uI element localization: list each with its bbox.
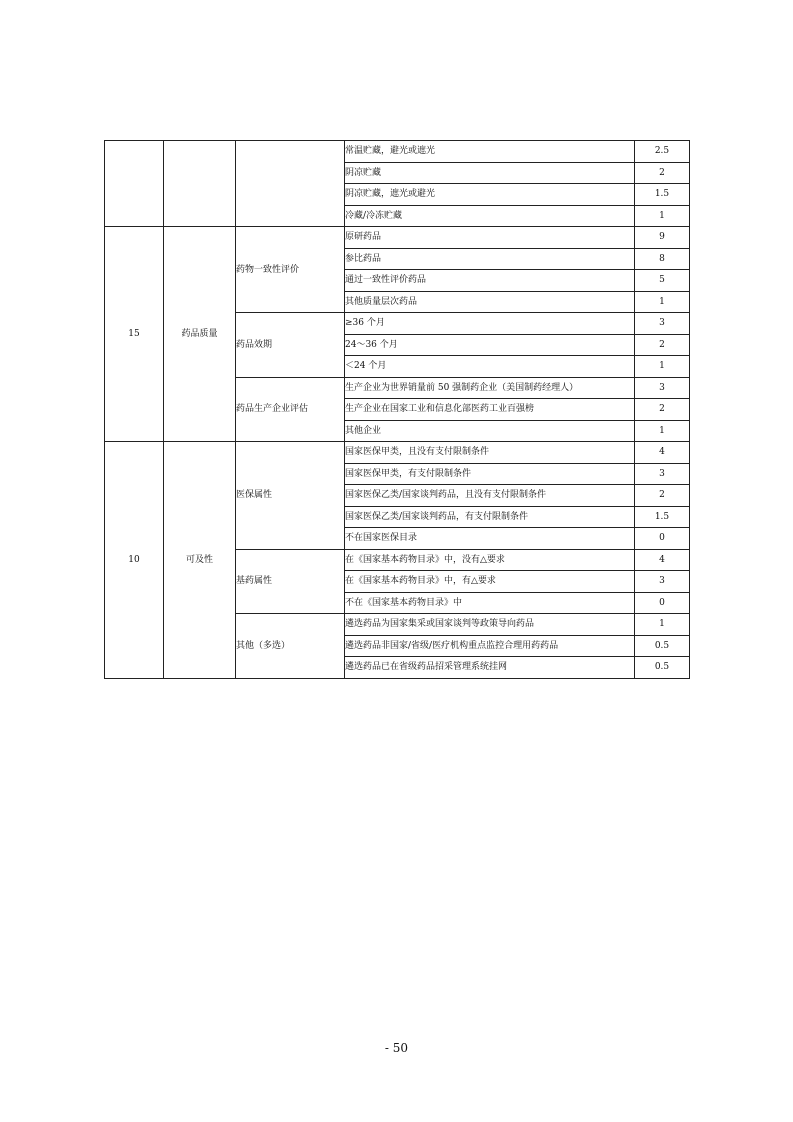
- score-value: 3: [635, 313, 690, 335]
- score-value: 4: [635, 442, 690, 464]
- subcategory-label: 药品生产企业评估: [236, 377, 345, 442]
- criterion-text: 在《国家基本药物目录》中，没有△要求: [345, 549, 635, 571]
- criterion-text: 不在国家医保目录: [345, 528, 635, 550]
- criterion-text: 生产企业在国家工业和信息化部医药工业百强榜: [345, 399, 635, 421]
- criterion-text: 国家医保乙类/国家谈判药品，有支付限制条件: [345, 506, 635, 528]
- score-value: 1: [635, 356, 690, 378]
- criterion-text: ＜24 个月: [345, 356, 635, 378]
- criterion-text: 不在《国家基本药物目录》中: [345, 592, 635, 614]
- subcategory-label: 药物一致性评价: [236, 227, 345, 313]
- table-row: [105, 141, 690, 163]
- subcategory-label: 医保属性: [236, 442, 345, 550]
- score-value: 2: [635, 162, 690, 184]
- section-weight: 15: [105, 227, 164, 442]
- criterion-text: 遴选药品非国家/省级/医疗机构重点监控合理用药药品: [345, 635, 635, 657]
- score-value: 0: [635, 528, 690, 550]
- score-value: 1: [635, 420, 690, 442]
- score-value: 2.5: [635, 141, 690, 163]
- score-value: 1.5: [635, 184, 690, 206]
- criterion-text: 参比药品: [345, 248, 635, 270]
- score-value: 3: [635, 377, 690, 399]
- criterion-text: 国家医保甲类，有支付限制条件: [345, 463, 635, 485]
- criterion-text: 其他企业: [345, 420, 635, 442]
- criterion-text: 在《国家基本药物目录》中，有△要求: [345, 571, 635, 593]
- section-name: [164, 141, 236, 227]
- criterion-text: 原研药品: [345, 227, 635, 249]
- criterion-text: 遴选药品为国家集采或国家谈判等政策导向药品: [345, 614, 635, 636]
- criterion-text: 生产企业为世界销量前 50 强制药企业（美国制药经理人）: [345, 377, 635, 399]
- score-value: 3: [635, 571, 690, 593]
- criterion-text: ≥36 个月: [345, 313, 635, 335]
- criterion-text: 其他质量层次药品: [345, 291, 635, 313]
- score-value: 4: [635, 549, 690, 571]
- criterion-text: 阴凉贮藏: [345, 162, 635, 184]
- scoring-table: [104, 140, 690, 679]
- subcategory-label: 基药属性: [236, 549, 345, 614]
- section-weight: 10: [105, 442, 164, 679]
- score-value: 3: [635, 463, 690, 485]
- criterion-text: 通过一致性评价药品: [345, 270, 635, 292]
- subcategory-label: 药品效期: [236, 313, 345, 378]
- criterion-text: 国家医保乙类/国家谈判药品，且没有支付限制条件: [345, 485, 635, 507]
- score-value: 0.5: [635, 635, 690, 657]
- score-value: 1: [635, 205, 690, 227]
- scoring-table-body: [105, 141, 690, 679]
- subcategory-label: [236, 141, 345, 227]
- criterion-text: 常温贮藏，避光或遮光: [345, 141, 635, 163]
- score-value: 1.5: [635, 506, 690, 528]
- score-value: 9: [635, 227, 690, 249]
- score-value: 2: [635, 485, 690, 507]
- score-value: 2: [635, 399, 690, 421]
- criterion-text: 阴凉贮藏，遮光或避光: [345, 184, 635, 206]
- score-value: 5: [635, 270, 690, 292]
- section-name: 药品质量: [164, 227, 236, 442]
- subcategory-label: 其他（多选）: [236, 614, 345, 679]
- criterion-text: 遴选药品已在省级药品招采管理系统挂网: [345, 657, 635, 679]
- section-weight: [105, 141, 164, 227]
- criterion-text: 24～36 个月: [345, 334, 635, 356]
- table-row: [105, 442, 690, 464]
- score-value: 1: [635, 614, 690, 636]
- score-value: 0: [635, 592, 690, 614]
- score-value: 2: [635, 334, 690, 356]
- criterion-text: 国家医保甲类，且没有支付限制条件: [345, 442, 635, 464]
- table-row: [105, 227, 690, 249]
- page-number: - 50: [384, 1041, 409, 1055]
- score-value: 1: [635, 291, 690, 313]
- score-value: 0.5: [635, 657, 690, 679]
- section-name: 可及性: [164, 442, 236, 679]
- score-value: 8: [635, 248, 690, 270]
- criterion-text: 冷藏/冷冻贮藏: [345, 205, 635, 227]
